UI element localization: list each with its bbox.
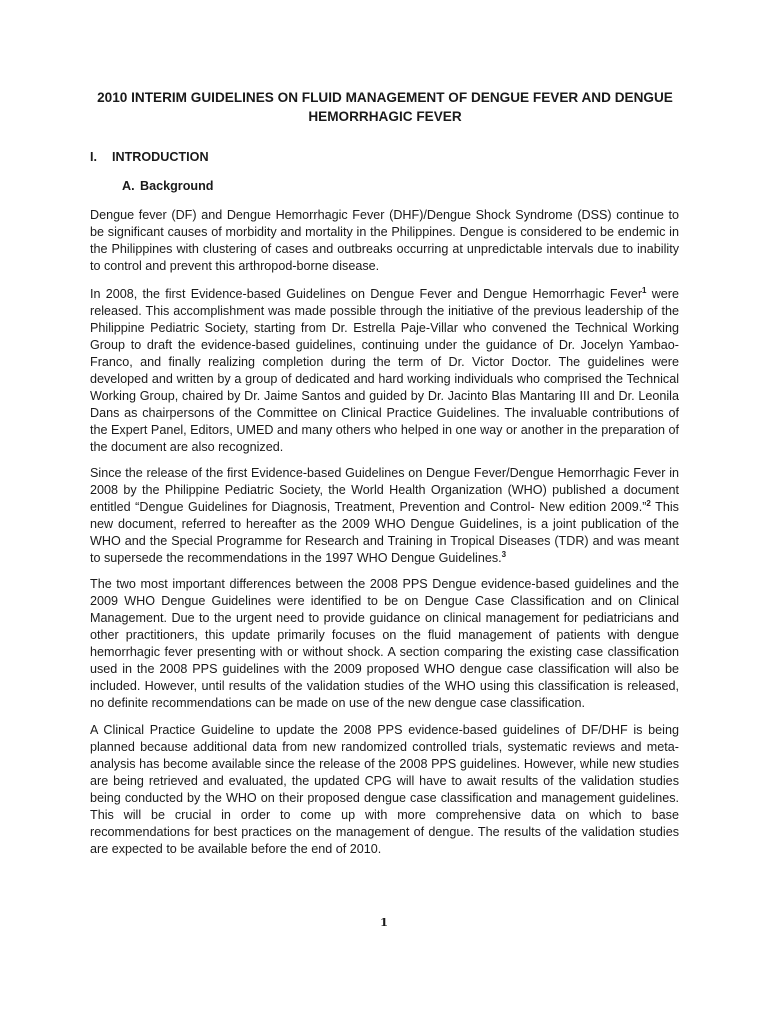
section-heading	[90, 149, 209, 165]
paragraph-2	[90, 286, 679, 456]
paragraph-4: The two most important differences between the 2008 PPS Dengue evidence-based guidelines and the 2009 WHO Dengue Guidelines were identified to be on Dengue Case Classification and on Clinical Management. Due to the urgent need to provide guidance on clinical management for pediatricians and other practitioners, this update primarily focuses on the fluid management of patients with dengue hemorrhagic fever presenting with or without shock. A section comparing the existing case classification used in the 2008 PPS guidelines with the 2009 proposed WHO dengue case classification will also be included. However, until results of the validation studies of the WHO using this classification is released, no definite recommendations can be made on use of the new dengue case classification.	[90, 577, 679, 710]
paragraph-2-text-1: In 2008, the first Evidence-based Guidelines on Dengue Fever and Dengue Hemorrhagic Fever	[90, 287, 643, 301]
subsection-number: A.	[122, 179, 135, 193]
page-number: 1	[379, 915, 388, 929]
footnote-ref-3: 3	[501, 549, 507, 559]
paragraph-2-text-2: were released. This accomplishment was made possible through the initiative of the previous leadership of the Philippine Pediatric Society, starting from Dr. Estrella Paje-Villar who convened the Technical Working Group to draft the evidence-based guidelines, continuing under the guidance of Dr. Jocelyn Yambao-Franco, and finally realizing completion during the term of Dr. Victor Doctor. The guidelines were developed and written by a group of dedicated and hard working individuals who comprised the Technical Working Group, chaired by Dr. Jaime Santos and guided by Dr. Jacinto Blas Mantaring III and Dr. Leonila Dans as chairpersons of the Committee on Clinical Practice Guidelines. The invaluable contributions of the Expert Panel, Editors, UMED and many others who helped in one way or another in the preparation of the document are also recognized.	[90, 287, 680, 454]
paragraph-3-text-1: Since the release of the first Evidence-based Guidelines on Dengue Fever/Dengue Hemorrhagic Fever in 2008 by the Philippine Pediatric Society, the World Health Organization (WHO) published a document entitled “Dengue Guidelines for Diagnosis, Treatment, Prevention and Control- New edition 2009.”	[90, 466, 679, 514]
paragraph-5: A Clinical Practice Guideline to update the 2008 PPS evidence-based guidelines of DF/DHF is being planned because additional data from new randomized controlled trials, systematic reviews and meta-analysis has become available since the release of the 2008 PPS guidelines. However, while new studies are being retrieved and evaluated, the updated CPG will have to await results of the validation studies being conducted by the WHO on their proposed dengue case classification and management guidelines. This will be crucial in order to come up with more comprehensive data on which to base recommendations for best practices on the management of dengue. The results of the validation studies are expected to be available before the end of 2010.	[90, 723, 679, 856]
footnote-ref-1: 1	[642, 285, 647, 295]
subsection-heading	[122, 178, 213, 194]
section-heading-text: INTRODUCTION	[112, 150, 209, 164]
paragraph-3	[90, 465, 679, 567]
document-title: 2010 INTERIM GUIDELINES ON FLUID MANAGEMENT OF DENGUE FEVER AND DENGUE HEMORRHAGIC FEVER	[97, 90, 673, 124]
footnote-ref-2: 2	[646, 498, 651, 508]
paragraph-3-text-2: This new document, referred to hereafter as the 2009 WHO Dengue Guidelines, is a joint publication of the WHO and the Special Programme for Research and Training in Tropical Diseases (TDR) and was meant to supersede the recommendations in the 1997 WHO Dengue Guidelines.	[90, 500, 679, 565]
paragraph-1: Dengue fever (DF) and Dengue Hemorrhagic Fever (DHF)/Dengue Shock Syndrome (DSS) continue to be significant causes of morbidity and mortality in the Philippines. Dengue is considered to be endemic in the Philippines with clustering of cases and outbreaks occurring at unpredictable intervals due to inability to control and prevent this arthropod-borne disease.	[90, 208, 679, 273]
section-number: I.	[90, 150, 97, 164]
subsection-heading-text: Background	[140, 179, 214, 193]
